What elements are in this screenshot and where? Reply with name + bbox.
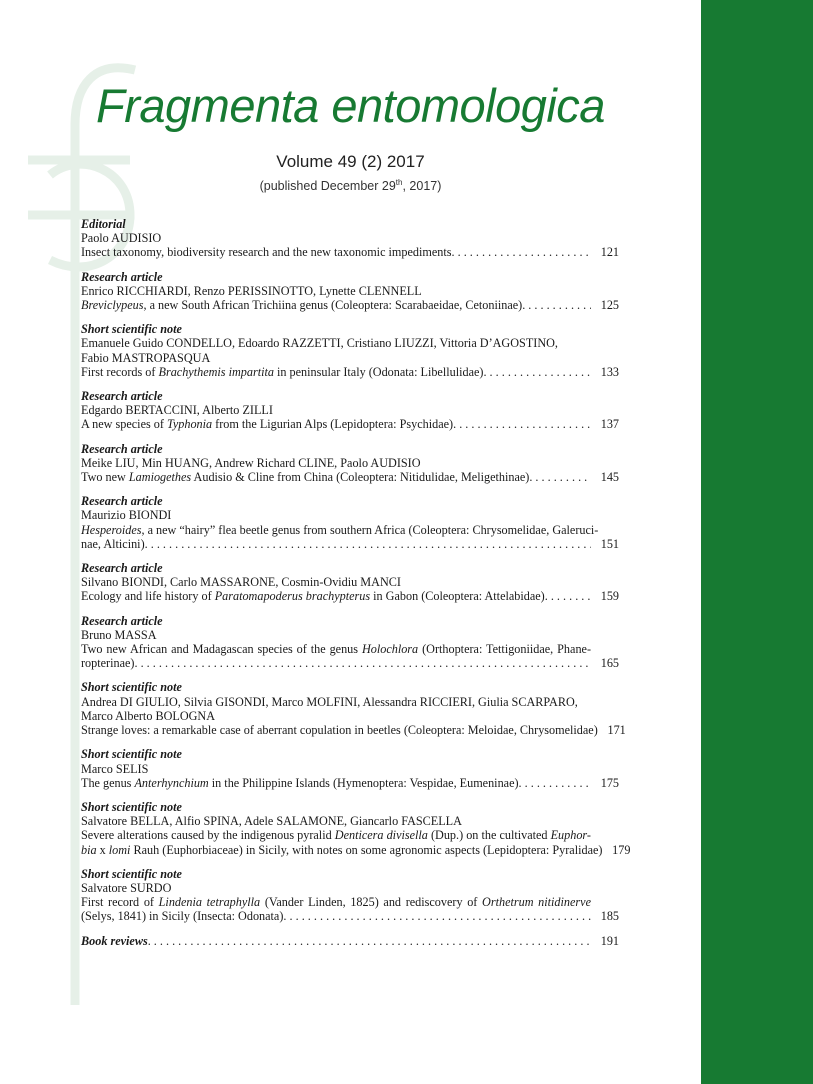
article-type: Research article <box>81 441 163 456</box>
article-title-row <box>81 470 619 484</box>
article-authors: Fabio MASTROPASQUA <box>81 350 211 365</box>
volume-number: Volume 49 (2) 2017 <box>276 152 425 171</box>
article-title: nae, Alticini) <box>81 536 145 551</box>
article-title-row <box>81 656 619 670</box>
leader-dots <box>134 656 591 670</box>
article-authors: Meike LIU, Min HUANG, Andrew Richard CLINE, Paolo AUDISIO <box>81 455 421 470</box>
article-title: Two new African and Madagascan species of the genus Holochlora (Orthoptera: Tettigoniidae, Phane- <box>81 642 591 657</box>
toc-entry <box>81 561 619 604</box>
article-authors: Edgardo BERTACCINI, Alberto ZILLI <box>81 403 273 418</box>
page-number: 175 <box>600 775 619 790</box>
article-authors: Bruno MASSA <box>81 627 157 642</box>
article-type: Research article <box>81 269 163 284</box>
article-title: ropterinae) <box>81 656 135 671</box>
toc-entry <box>81 680 626 738</box>
page-number: 159 <box>600 589 619 604</box>
article-title: Ecology and life history of Paratomapoderus brachypterus in Gabon (Coleoptera: Attelabidae) <box>81 589 545 604</box>
article-title: Severe alterations caused by the indigenous pyralid Denticera divisella (Dup.) on the cultivated Euphor- <box>81 828 591 843</box>
leader-dots <box>452 245 592 259</box>
page-number: 151 <box>600 536 619 551</box>
article-authors: Enrico RICCHIARDI, Renzo PERISSINOTTO, Lynette CLENNELL <box>81 283 422 298</box>
page-number: 133 <box>600 364 619 379</box>
article-title-row <box>81 298 619 312</box>
page-number: 125 <box>600 298 619 313</box>
article-authors: Salvatore BELLA, Alfio SPINA, Adele SALAMONE, Giancarlo FASCELLA <box>81 814 462 829</box>
page-number: 145 <box>600 470 619 485</box>
article-type: Short scientific note <box>81 747 182 762</box>
article-title-row <box>81 589 619 603</box>
article-title: Two new Lamiogethes Audisio & Cline from China (Coleoptera: Nitidulidae, Meligethinae) <box>81 470 530 485</box>
toc-entry <box>81 389 619 432</box>
page-number: 191 <box>600 933 619 948</box>
article-title-row <box>81 776 619 790</box>
article-title: Breviclypeus, a new South African Trichiina genus (Coleoptera: Scarabaeidae, Cetoniinae) <box>81 298 523 313</box>
toc-entry <box>81 867 619 924</box>
toc-entry <box>81 614 619 671</box>
leader-dots <box>522 298 591 312</box>
article-type: Research article <box>81 494 163 509</box>
article-authors: Emanuele Guido CONDELLO, Edoardo RAZZETTI, Cristiano LIUZZI, Vittoria D’AGOSTINO, <box>81 336 558 351</box>
page-number: 121 <box>600 245 619 260</box>
article-title: (Selys, 1841) in Sicily (Insecta: Odonata) <box>81 909 284 924</box>
article-title-row <box>81 417 619 431</box>
article-title: Hesperoides, a new “hairy” flea beetle genus from southern Africa (Coleoptera: Chrysomelidae, Galeruci- <box>81 522 599 537</box>
article-title: First records of Brachythemis impartita in peninsular Italy (Odonata: Libellulidae) <box>81 364 484 379</box>
article-title: Strange loves: a remarkable case of aberrant copulation in beetles (Coleoptera: Meloidae, Chrysomelidae) <box>81 723 598 738</box>
article-type: Research article <box>81 389 163 404</box>
page-number: 171 <box>607 723 626 738</box>
article-title-row <box>81 723 626 738</box>
leader-dots <box>145 537 591 551</box>
article-type: Short scientific note <box>81 680 182 695</box>
toc-entry <box>81 270 619 313</box>
toc-entry <box>81 442 619 485</box>
toc-entry <box>81 799 631 857</box>
article-authors: Paolo AUDISIO <box>81 231 162 246</box>
toc-entry <box>81 494 619 551</box>
article-title-row <box>81 537 619 551</box>
article-title: First record of Lindenia tetraphylla (Vander Linden, 1825) and rediscovery of Orthetrum nitidinerve <box>81 895 591 910</box>
article-type: Short scientific note <box>81 866 182 881</box>
leader-dots <box>283 909 591 923</box>
page-number: 185 <box>600 909 619 924</box>
article-type: Research article <box>81 613 163 628</box>
leader-dots <box>529 470 591 484</box>
book-reviews-label: Book reviews <box>81 933 148 948</box>
toc-entry <box>81 747 619 790</box>
article-authors: Marco Alberto BOLOGNA <box>81 708 216 723</box>
leader-dots <box>453 417 591 431</box>
article-type: Editorial <box>81 217 126 231</box>
article-type: Short scientific note <box>81 322 182 337</box>
leader-dots <box>148 934 591 948</box>
leader-dots <box>519 776 591 790</box>
article-authors: Salvatore SURDO <box>81 880 172 895</box>
article-title-row <box>81 909 619 923</box>
green-side-band <box>701 0 813 1084</box>
book-reviews-row <box>81 934 619 948</box>
article-title-row <box>81 365 619 379</box>
journal-title: Fragmenta entomologica <box>96 79 605 132</box>
toc-entry <box>81 322 619 379</box>
page-number: 165 <box>600 656 619 671</box>
publication-date: (published December 29th, 2017) <box>259 178 442 194</box>
article-title: Insect taxonomy, biodiversity research and the new taxonomic impediments <box>81 245 452 260</box>
article-type: Research article <box>81 561 163 576</box>
article-authors: Maurizio BIONDI <box>81 508 172 523</box>
toc-entry <box>81 217 619 260</box>
article-title-row <box>81 245 619 259</box>
article-title-row <box>81 842 631 857</box>
leader-dots <box>545 589 591 603</box>
article-authors: Andrea DI GIULIO, Silvia GISONDI, Marco MOLFINI, Alessandra RICCIERI, Giulia SCARPARO, <box>81 694 578 709</box>
page-number: 179 <box>612 842 631 857</box>
article-title: The genus Anterhynchium in the Philippine Islands (Hymenoptera: Vespidae, Eumeninae) <box>81 775 519 790</box>
article-type: Short scientific note <box>81 799 182 814</box>
article-title: A new species of Typhonia from the Ligurian Alps (Lepidoptera: Psychidae) <box>81 417 454 432</box>
table-of-contents <box>81 217 631 948</box>
article-authors: Silvano BIONDI, Carlo MASSARONE, Cosmin-Ovidiu MANCI <box>81 575 401 590</box>
article-title: bia x lomi Rauh (Euphorbiaceae) in Sicily, with notes on some agronomic aspects (Lepidoptera: Pyralidae) <box>81 842 603 857</box>
page-number: 137 <box>600 417 619 432</box>
article-authors: Marco SELIS <box>81 761 149 776</box>
leader-dots <box>483 365 591 379</box>
